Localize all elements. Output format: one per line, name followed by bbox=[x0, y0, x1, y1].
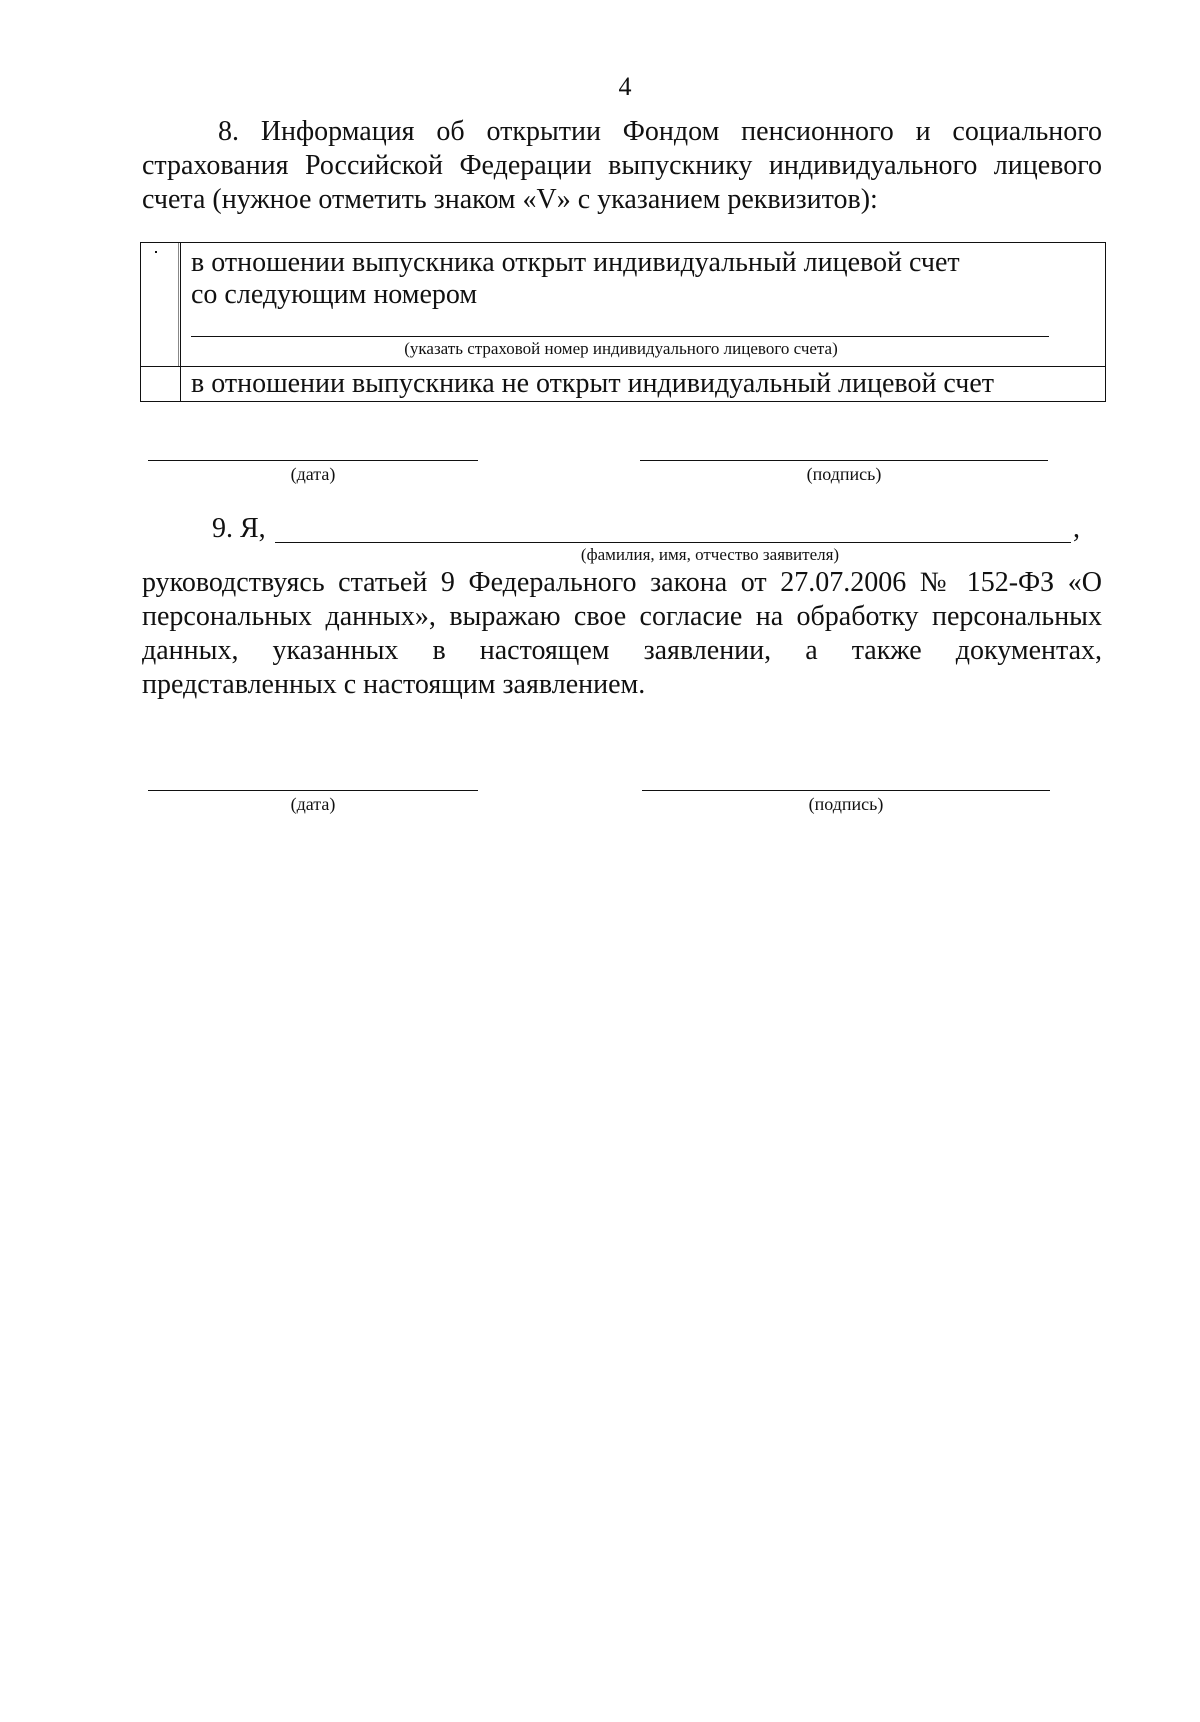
section-8-paragraph: 8. Информация об открытии Фондом пенсионного и социального страхования Российской Федерации выпускнику индивидуального лицевого счета (нужное отметить знаком «V» с указанием реквизитов): bbox=[142, 116, 1102, 215]
table-row-account-not-opened bbox=[141, 366, 1105, 401]
account-opened-cell bbox=[181, 243, 1105, 366]
account-status-table bbox=[140, 242, 1106, 402]
applicant-name-field[interactable] bbox=[275, 542, 1071, 543]
table-row-account-opened bbox=[141, 243, 1105, 366]
account-number-field[interactable] bbox=[191, 336, 1049, 337]
date-field-2[interactable] bbox=[148, 790, 478, 791]
page-number: 4 bbox=[618, 72, 632, 101]
signature-caption-2: (подпись) bbox=[808, 794, 884, 814]
signature-field-1[interactable] bbox=[640, 460, 1048, 461]
date-caption-2: (дата) bbox=[290, 794, 336, 814]
date-caption-1: (дата) bbox=[290, 464, 336, 484]
checkbox-account-opened[interactable] bbox=[141, 243, 181, 366]
section-9-prefix: 9. Я, bbox=[212, 513, 266, 544]
section-9-consent-text: руководствуясь статьей 9 Федерального закона от 27.07.2006 № 152-ФЗ «О персональных данных», выражаю свое согласие на обработку персональных данных, указанных в настоящем заявлении, а также документах, представленных с настоящим заявлением. bbox=[142, 567, 1102, 700]
section-8-text bbox=[142, 115, 1102, 217]
section-9-comma: , bbox=[1073, 513, 1080, 544]
date-field-1[interactable] bbox=[148, 460, 478, 461]
signature-field-2[interactable] bbox=[642, 790, 1050, 791]
checkbox-account-not-opened[interactable] bbox=[141, 367, 181, 401]
account-number-caption: (указать страховой номер индивидуального лицевого счета) bbox=[404, 339, 838, 358]
signature-caption-1: (подпись) bbox=[806, 464, 882, 484]
applicant-name-caption: (фамилия, имя, отчество заявителя) bbox=[580, 545, 840, 564]
account-not-opened-text: в отношении выпускника не открыт индивидуальный лицевой счет bbox=[191, 368, 995, 399]
account-opened-line2: со следующим номером bbox=[191, 279, 478, 310]
account-opened-line1: в отношении выпускника открыт индивидуальный лицевой счет bbox=[191, 247, 960, 278]
